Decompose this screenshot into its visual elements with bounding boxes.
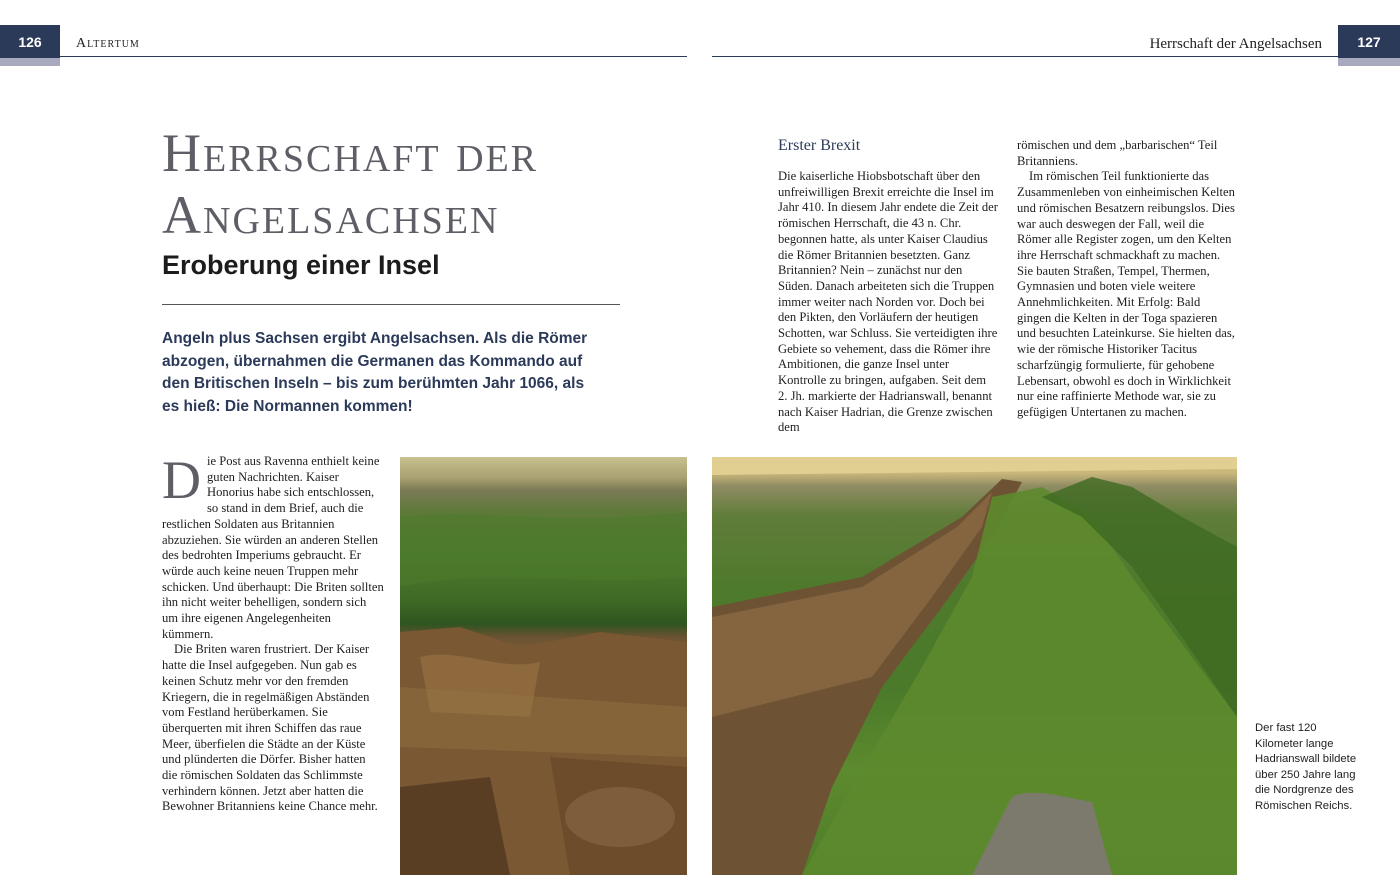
- running-title-right: Herrschaft der Angelsachsen: [1149, 36, 1322, 52]
- photo-caption: Der fast 120 Kilometer lange Hadrianswall bildete über 250 Jahre lang die Nordgrenze des Römischen Reichs.: [1255, 722, 1357, 812]
- body-column-right: [1017, 138, 1237, 421]
- body-column-left: [162, 450, 384, 815]
- header-rule-left: [60, 56, 687, 57]
- article-title-line-2: Angelsachsen: [162, 185, 500, 245]
- paragraph: Im römischen Teil funktionierte das Zusammenleben von einheimischen Kelten und römischen Besatzern reibungslos. Dies war auch deswegen der Fall, weil die Römer alle Register zogen, um den Kelten ihre Herrschaft schmackhaft zu machen. Sie bauten Straßen, Tempel, Thermen, Gymnasien und boten viele weitere Annehmlichkeiten. Mit Erfolg: Bald gingen die Kelten in der Toga spazieren und besuchten Lateinkurse. Sie hielten das, wie der römische Historiker Tacitus scharfzüngig formulierte, für gehobene Lebensart, obwohl es doch in Wirklichkeit nur eine raffinierte Methode war, sie zu gefügigen Untertanen zu machen.: [1017, 169, 1235, 419]
- title-divider: [162, 304, 620, 305]
- article-title: [162, 122, 682, 246]
- drop-cap: D: [162, 450, 201, 510]
- article-title-line-1: Herrschaft der: [162, 123, 539, 183]
- hadrians-wall-photo-left: [400, 457, 687, 875]
- paragraph: ie Post aus Ravenna enthielt keine guten Nachrichten. Kaiser Honorius habe sich entschlossen, so stand in dem Brief, auch die restlichen Soldaten aus Britannien abzuziehen. Sie würden an anderen Stellen des bedrohten Imperiums gebraucht. Er würde auch keine neuen Truppen mehr schicken. Und überhaupt: Die Briten sollten ihn nicht weiter behelligen, sondern sich um ihre eigenen Angelegenheiten kümmern.: [162, 454, 384, 641]
- running-title-left: Altertum: [76, 36, 140, 51]
- section-heading: Erster Brexit: [778, 137, 861, 154]
- article-subtitle: Eroberung einer Insel: [162, 250, 440, 280]
- header-rule-right: [712, 56, 1338, 57]
- body-column-middle: [778, 169, 998, 436]
- page-number-left: 126: [0, 25, 60, 58]
- hadrians-wall-photo-right: [712, 457, 1237, 875]
- article-intro: Angeln plus Sachsen ergibt Angelsachsen. Als die Römer abzogen, übernahmen die Germanen das Kommando auf den Britischen Inseln – bis zum berühmten Jahr 1066, als es hieß: Die Normannen kommen!: [162, 330, 588, 415]
- paragraph: Die kaiserliche Hiobsbotschaft über den unfreiwilligen Brexit erreichte die Insel im Jahr 410. In diesem Jahr endete die Zeit der römischen Herrschaft, die 43 n. Chr. begonnen hatte, als unter Kaiser Claudius die Römer Britannien besetzten. Ganz Britannien? Nein – zunächst nur den Süden. Danach arbeiteten sich die Truppen immer weiter nach Norden vor. Doch bei den Pikten, den Vorläufern der heutigen Schotten, war Schluss. Sie verteidigten ihre Gebiete so vehement, dass die Römer ihre Ambitionen, die ganze Insel unter Kontrolle zu bringen, aufgaben. Seit dem 2. Jh. markierte der Hadrianswall, benannt nach Kaiser Hadrian, die Grenze zwischen dem: [778, 169, 998, 435]
- paragraph: römischen und dem „barbarischen“ Teil Britanniens.: [1017, 138, 1218, 168]
- paragraph: Die Briten waren frustriert. Der Kaiser hatte die Insel aufgegeben. Nun gab es keinen Schutz mehr vor den fremden Kriegern, die in regelmäßigen Abständen vom Festland herüberkamen. Sie überquerten mit ihren Schiffen das raue Meer, überfielen die Städte an der Küste und plünderten die Dörfer. Bisher hatten die römischen Soldaten das Schlimmste verhindern können. Jetzt aber hatten die Bewohner Britanniens keine Chance mehr.: [162, 642, 378, 814]
- page-number-right: 127: [1338, 25, 1400, 58]
